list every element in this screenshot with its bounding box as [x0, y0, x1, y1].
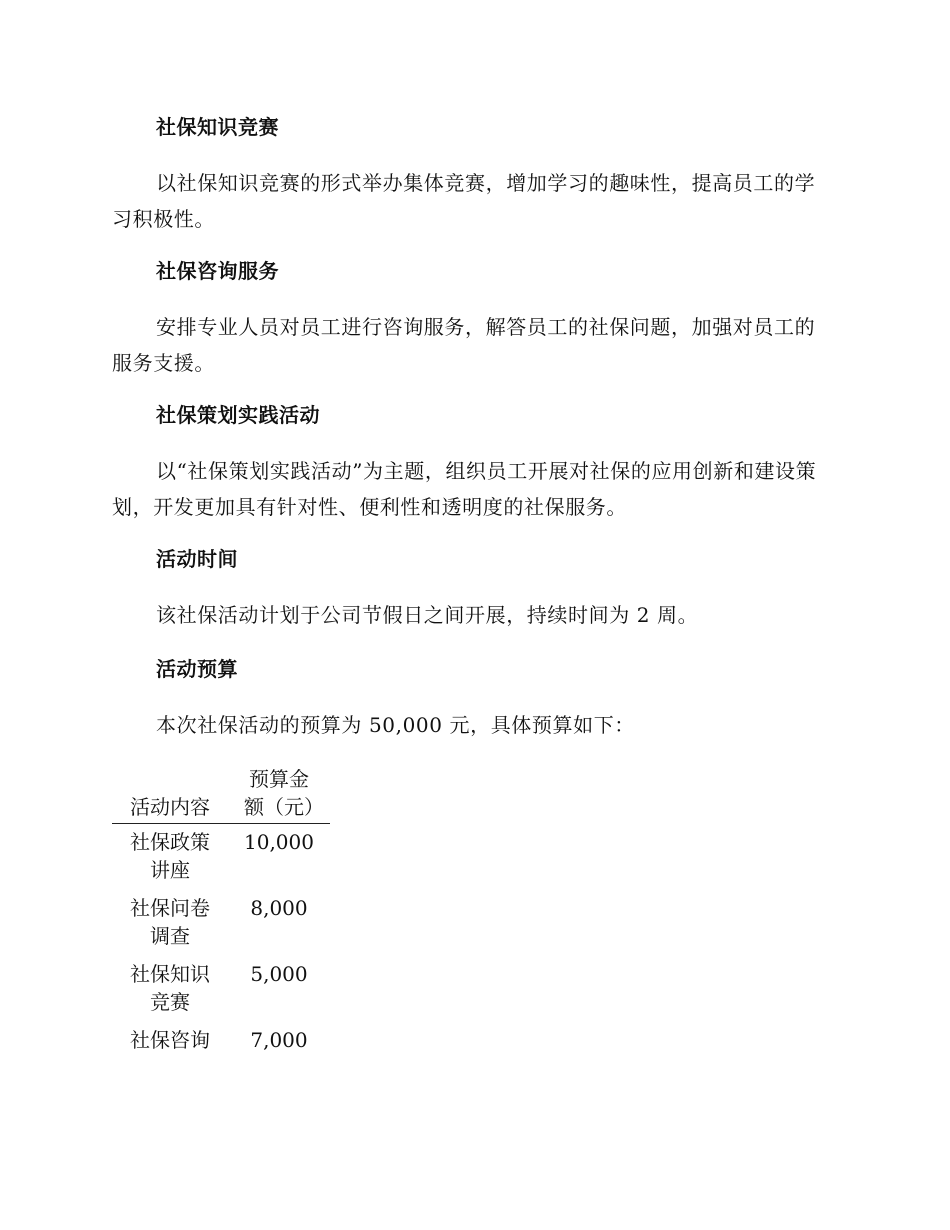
- section-heading: 社保策划实践活动: [156, 403, 320, 427]
- table-row: [112, 1022, 330, 1060]
- table-cell-amount: 10,000: [244, 830, 314, 854]
- cell-text: 社保知识竞赛: [130, 962, 210, 1014]
- section-heading: 社保咨询服务: [156, 259, 279, 283]
- table-cell-item: [112, 1022, 228, 1060]
- section-heading: 活动预算: [156, 657, 238, 681]
- section-body: 以“社保策划实践活动”为主题，组织员工开展对社保的应用创新和建设策划，开发更加具有针对性、便利性和透明度的社保服务。: [112, 459, 817, 519]
- section-body: 本次社保活动的预算为 50,000 元，具体预算如下：: [156, 713, 635, 737]
- cell-text: 社保咨询: [130, 1028, 210, 1052]
- table-cell-amount: 5,000: [250, 962, 308, 986]
- table-header-row: [112, 765, 330, 824]
- table-cell-item: [112, 956, 228, 1022]
- section-activity-time: [112, 545, 830, 633]
- section-body: 安排专业人员对员工进行咨询服务，解答员工的社保问题，加强对员工的服务支援。: [112, 315, 816, 375]
- cell-text: 社保问卷调查: [130, 896, 210, 948]
- table-row: [112, 956, 330, 1022]
- table-cell-amount: 7,000: [250, 1028, 308, 1052]
- table-cell-item: [112, 890, 228, 956]
- header-label: 预算金额（元）: [244, 767, 324, 819]
- section-heading: 社保知识竞赛: [156, 115, 279, 139]
- table-row: [112, 824, 330, 891]
- table-header-item: [112, 765, 228, 824]
- table-cell-item: [112, 824, 228, 891]
- table-row: [112, 890, 330, 956]
- section-consulting-service: [112, 257, 830, 381]
- section-body: 以社保知识竞赛的形式举办集体竞赛，增加学习的趣味性，提高员工的学习积极性。: [112, 171, 816, 231]
- table-header-amount: [228, 765, 330, 824]
- section-activity-budget: [112, 655, 830, 743]
- budget-table: [112, 765, 330, 1060]
- section-body: 该社保活动计划于公司节假日之间开展，持续时间为 2 周。: [156, 603, 699, 627]
- cell-text: 社保政策讲座: [130, 830, 210, 882]
- section-heading: 活动时间: [156, 547, 238, 571]
- header-label: 活动内容: [130, 795, 210, 819]
- section-planning-practice: [112, 401, 830, 525]
- section-knowledge-contest: [112, 113, 830, 237]
- table-cell-amount: 8,000: [250, 896, 308, 920]
